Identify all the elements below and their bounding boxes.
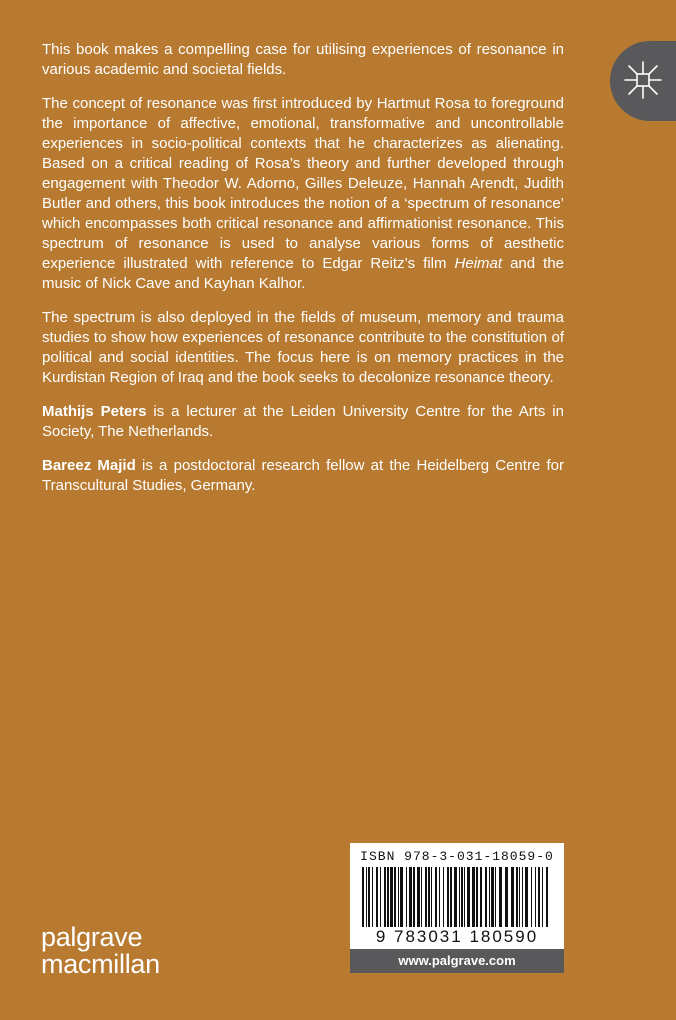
barcode-bar (439, 867, 440, 927)
isbn-barcode-box (350, 843, 564, 973)
barcode-bar (495, 867, 496, 927)
brand-line-2: macmillan (41, 949, 160, 979)
barcode-bar (400, 867, 403, 927)
barcode-bar (372, 867, 373, 927)
barcode-bar (489, 867, 490, 927)
barcode-bar (394, 867, 396, 927)
barcode-bar (431, 867, 432, 927)
barcode-bar (505, 867, 508, 927)
brand-line-1: palgrave (41, 922, 143, 952)
author-name: Bareez Majid (42, 457, 136, 474)
publisher-logo-tab (610, 41, 676, 121)
barcode-bar (485, 867, 487, 927)
barcode-bar (425, 867, 427, 927)
barcode-bar (522, 867, 523, 927)
palgrave-star-logo-icon (622, 59, 664, 101)
barcode-bar (413, 867, 415, 927)
publisher-wordmark (41, 924, 160, 978)
barcode-bar (443, 867, 444, 927)
barcode-bar (376, 867, 378, 927)
barcode-bar (398, 867, 399, 927)
barcode-bars (360, 867, 554, 927)
barcode-bar (390, 867, 393, 927)
author-bio-2: Bareez Majid is a postdoctoral research fellow at the Heidelberg Centre for Transcultural Studies, Germany. (42, 457, 565, 494)
barcode-bar (409, 867, 412, 927)
barcode-bar (362, 867, 364, 927)
barcode-bar (435, 867, 437, 927)
barcode-bar (384, 867, 386, 927)
barcode-bar (542, 867, 543, 927)
barcode-bar (366, 867, 367, 927)
author-bio-1: Mathijs Peters is a lecturer at the Leiden University Centre for the Arts in Society, The Netherlands. (42, 403, 564, 440)
barcode-bar (531, 867, 532, 927)
publisher-url: www.palgrave.com (350, 949, 564, 973)
barcode-digits: 9 783031 180590 (375, 927, 539, 946)
barcode-bar (476, 867, 478, 927)
barcode-bar (450, 867, 452, 927)
barcode-bar (525, 867, 528, 927)
barcode-bar (491, 867, 494, 927)
blurb-text (42, 40, 564, 510)
barcode-bar (447, 867, 449, 927)
barcode-bar (380, 867, 381, 927)
blurb-paragraph-1: This book makes a compelling case for utilising experiences of resonance in various academic and societal fields. (42, 41, 564, 78)
blurb-paragraph-3: The spectrum is also deployed in the fields of museum, memory and trauma studies to show how experiences of resonance contribute to the constitution of political and social identities. The focus here is on memory practices in the Kurdistan Region of Iraq and the book seeks to decolonize resonance theory. (42, 309, 564, 386)
barcode-bar (428, 867, 430, 927)
barcode-bar (467, 867, 470, 927)
film-title: Heimat (454, 255, 503, 272)
barcode-bar (417, 867, 420, 927)
barcode-bar (406, 867, 407, 927)
barcode-bar (538, 867, 540, 927)
barcode-bar (499, 867, 502, 927)
barcode-bar (511, 867, 514, 927)
barcode-bar (472, 867, 475, 927)
barcode-bar (546, 867, 548, 927)
barcode-bar (461, 867, 463, 927)
barcode-bar (454, 867, 457, 927)
isbn-label: ISBN 978-3-031-18059-0 (360, 849, 554, 864)
barcode-bar (519, 867, 520, 927)
barcode-bar (387, 867, 389, 927)
author-name: Mathijs Peters (42, 403, 147, 420)
blurb-paragraph-2: The concept of resonance was first introduced by Hartmut Rosa to foreground the importance of affective, emotional, transformative and uncontrollable experiences in socio-political contexts that he characterizes as alienating. Based on a critical reading of Rosa’s theory and further developed through engagement with Theodor W. Adorno, Gilles Deleuze, Hannah Arendt, Judith Butler and others, this book introduces the notion of a ‘spectrum of resonance’ which encompasses both critical resonance and affirmationist resonance. This spectrum of resonance is used to analyse various forms of aesthetic experience illustrated with reference to Edgar Reitz’s film Heimat and the music of Nick Cave and Kayhan Kalhor. (42, 95, 565, 292)
barcode-bar (535, 867, 536, 927)
barcode-bar (459, 867, 460, 927)
barcode-bar (516, 867, 518, 927)
barcode-bar (421, 867, 422, 927)
barcode-bar (464, 867, 465, 927)
barcode-bar (480, 867, 482, 927)
barcode-bar (368, 867, 370, 927)
